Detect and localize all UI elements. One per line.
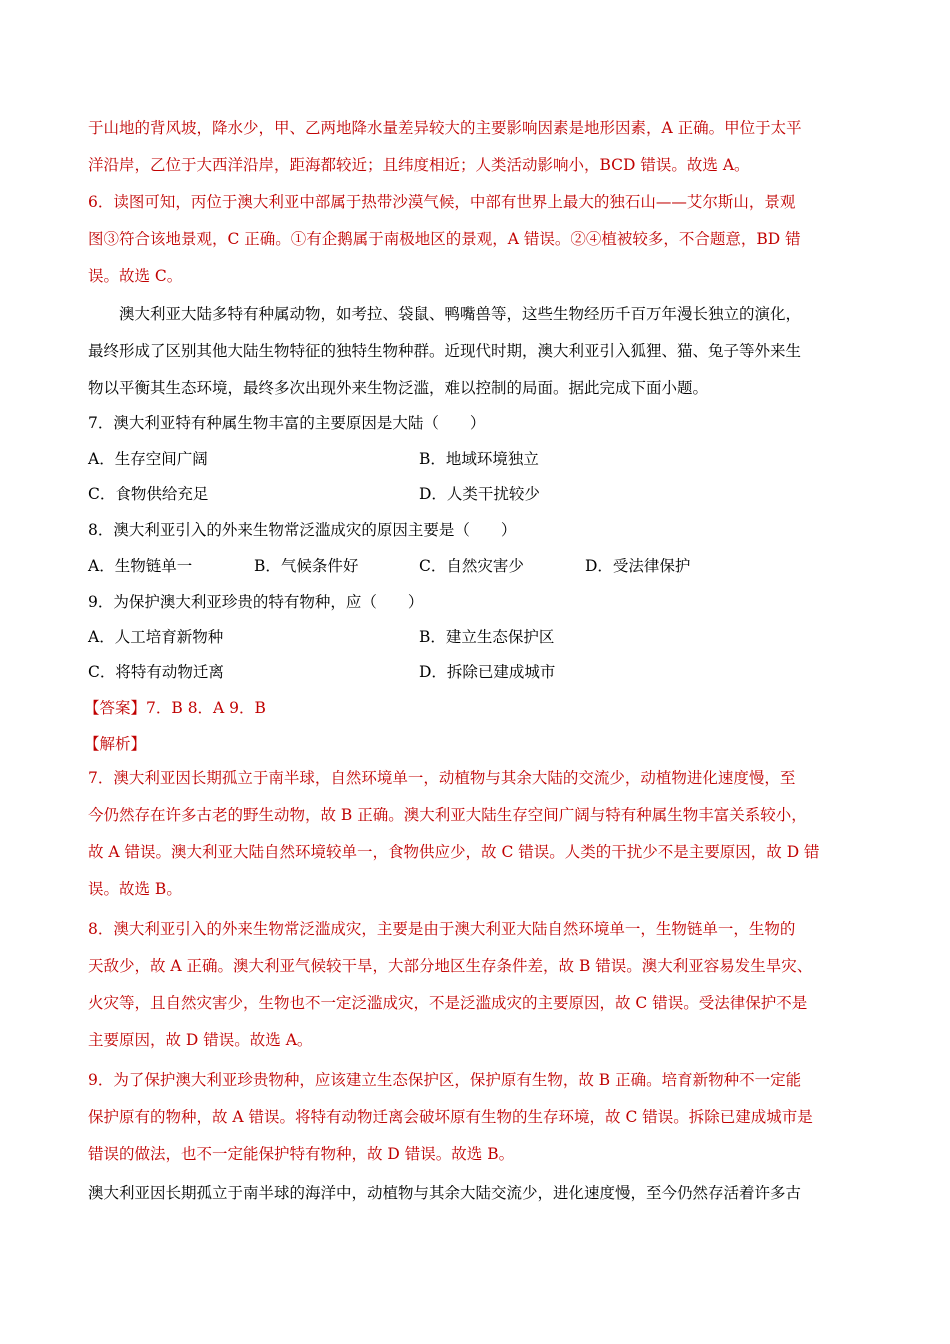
option-c: C．自然灾害少	[419, 557, 524, 575]
analysis-heading	[84, 726, 860, 763]
option-c: C．将特有动物迁离	[88, 663, 224, 681]
text-line: 错误的做法，也不一定能保护特有物种，故 D 错误。故选 B。	[88, 1145, 515, 1163]
answer-tag: 【答案】	[84, 699, 147, 717]
text-line: 物以平衡其生态环境，最终多次出现外来生物泛滥，难以控制的局面。据此完成下面小题。	[88, 379, 709, 397]
trailing-paragraph	[88, 1175, 864, 1212]
text-line: 误。故选 C。	[88, 267, 183, 285]
text-line: 8．澳大利亚引入的外来生物常泛滥成灾，主要是由于澳大利亚大陆自然环境单一，生物链单一，生物的	[88, 920, 796, 938]
options-row	[88, 655, 864, 690]
answer-text: 7．B 8．A 9．B	[146, 699, 266, 717]
text-line: 最终形成了区别其他大陆生物特征的独特生物种群。近现代时期，澳大利亚引入狐狸、猫、兔子等外来生	[88, 342, 802, 360]
options-row	[88, 442, 864, 477]
text-line: 洋沿岸，乙位于大西洋沿岸，距海都较近；且纬度相近；人类活动影响小，BCD 错误。故选 A。	[88, 156, 750, 174]
option-c: C．食物供给充足	[88, 485, 209, 503]
explanation-6	[88, 184, 864, 295]
option-b: B．地域环境独立	[419, 450, 539, 468]
answer-line	[84, 690, 860, 727]
text-line: 今仍然存在许多古老的野生动物，故 B 正确。澳大利亚大陆生存空间广阔与特有种属生物丰富关系较小，	[88, 806, 807, 824]
text-line: 图③符合该地景观，C 正确。①有企鹅属于南极地区的景观，A 错误。②④植被较多，不合题意，BD 错	[88, 230, 801, 248]
option-b: B．气候条件好	[254, 557, 359, 575]
text-line: 7．澳大利亚因长期孤立于南半球，自然环境单一，动植物与其余大陆的交流少，动植物进化速度慢，至	[88, 769, 796, 787]
options-row	[88, 620, 864, 655]
text-line: 澳大利亚大陆多特有种属动物，如考拉、袋鼠、鸭嘴兽等，这些生物经历千百万年漫长独立的演化，	[119, 305, 802, 323]
reading-passage	[88, 296, 864, 407]
explanation-9	[88, 1062, 864, 1173]
question-8	[88, 512, 864, 549]
text-line: 误。故选 B。	[88, 880, 182, 898]
question-stem: 9．为保护澳大利亚珍贵的特有物种，应（ ）	[88, 593, 424, 611]
option-a: A．生存空间广阔	[88, 450, 208, 468]
previous-explanation	[88, 110, 864, 184]
option-b: B．建立生态保护区	[419, 628, 555, 646]
text-line: 天敌少，故 A 正确。澳大利亚气候较干旱，大部分地区生存条件差，故 B 错误。澳大利亚容易发生旱灾、	[88, 957, 813, 975]
question-stem: 8．澳大利亚引入的外来生物常泛滥成灾的原因主要是（ ）	[88, 521, 517, 539]
explanation-8	[88, 911, 864, 1059]
text-line: 主要原因，故 D 错误。故选 A。	[88, 1031, 313, 1049]
question-stem: 7．澳大利亚特有种属生物丰富的主要原因是大陆（ ）	[88, 414, 486, 432]
explanation-7	[88, 760, 864, 908]
text-line: 保护原有的物种，故 A 错误。将特有动物迁离会破坏原有生物的生存环境，故 C 错误。拆除已建成城市是	[88, 1108, 813, 1126]
question-9	[88, 584, 864, 621]
text-line: 澳大利亚因长期孤立于南半球的海洋中，动植物与其余大陆交流少，进化速度慢，至今仍然存活着许多古	[88, 1184, 802, 1202]
text-line: 火灾等，且自然灾害少，生物也不一定泛滥成灾，不是泛滥成灾的主要原因，故 C 错误。受法律保护不是	[88, 994, 808, 1012]
option-d: D．受法律保护	[585, 557, 691, 575]
analysis-tag: 【解析】	[84, 735, 147, 753]
text-line: 于山地的背风坡，降水少，甲、乙两地降水量差异较大的主要影响因素是地形因素，A 正确。甲位于太平	[88, 119, 802, 137]
options-row	[88, 477, 864, 512]
option-d: D．拆除已建成城市	[419, 663, 556, 681]
question-7	[88, 405, 864, 442]
option-a: A．人工培育新物种	[88, 628, 224, 646]
options-row	[88, 549, 864, 584]
option-d: D．人类干扰较少	[419, 485, 540, 503]
option-a: A．生物链单一	[88, 557, 193, 575]
text-line: 9．为了保护澳大利亚珍贵物种，应该建立生态保护区，保护原有生物，故 B 正确。培育新物种不一定能	[88, 1071, 802, 1089]
text-line: 6．读图可知，丙位于澳大利亚中部属于热带沙漠气候，中部有世界上最大的独石山——艾尔斯山，景观	[88, 193, 796, 211]
text-line: 故 A 错误。澳大利亚大陆自然环境较单一，食物供应少，故 C 错误。人类的干扰少不是主要原因，故 D 错	[88, 843, 820, 861]
